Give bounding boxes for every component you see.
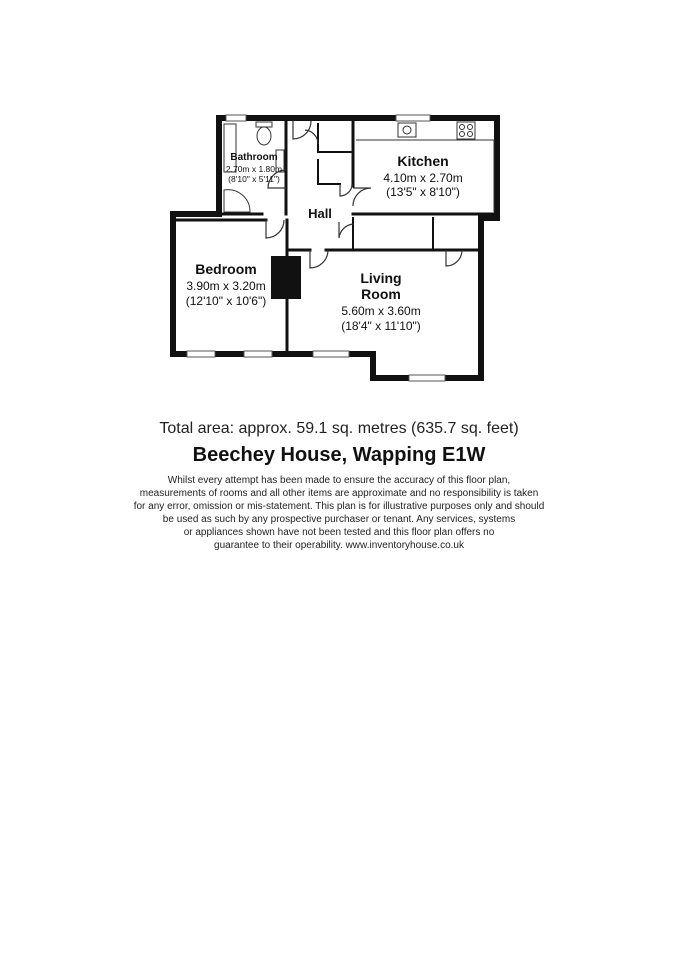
toilet-icon <box>257 127 271 145</box>
window-bedroom-2 <box>244 351 272 357</box>
living-room-name-line1: Living <box>360 270 402 286</box>
living-room-dim-imperial: (18'4" x 11'10") <box>341 319 421 333</box>
bathroom-dim-imperial: (8'10" x 5'11") <box>228 174 280 184</box>
door-kitchen <box>353 188 371 206</box>
window-bedroom-1 <box>187 351 215 357</box>
door-cupboard-3 <box>446 250 462 266</box>
shower-icon <box>224 190 250 212</box>
bedroom-dim-metric: 3.90m x 3.20m <box>186 279 266 293</box>
hob-ring-icon-3 <box>460 132 465 137</box>
bedroom-dim-imperial: (12'10" x 10'6") <box>185 294 267 308</box>
sink-bowl-icon <box>403 126 411 134</box>
disclaimer-line: Whilst every attempt has been made to ensure the accuracy of this floor plan, <box>167 475 511 486</box>
window-living-2 <box>409 375 445 381</box>
disclaimer-line: measurements of rooms and all other items are approximate and no responsibility is taken <box>139 488 539 499</box>
sink-icon <box>398 123 416 137</box>
kitchen-name: Kitchen <box>397 153 449 169</box>
door-living <box>310 250 328 268</box>
disclaimer-line: be used as such by any prospective purchaser or tenant. Any services, systems <box>162 514 516 525</box>
toilet-cistern-icon <box>256 122 272 127</box>
door-bedroom <box>266 220 284 238</box>
hob-ring-icon-2 <box>468 125 473 130</box>
living-room-name-line2: Room <box>361 286 401 302</box>
hall-name: Hall <box>308 206 332 221</box>
disclaimer-line: for any error, omission or mis-statement. This plan is for illustrative purposes only and should <box>133 501 545 512</box>
window-bathroom <box>226 115 246 121</box>
kitchen-dim-imperial: (13'5" x 8'10") <box>386 185 460 199</box>
bedroom-name: Bedroom <box>195 261 257 277</box>
hob-ring-icon-1 <box>460 125 465 130</box>
window-kitchen <box>396 115 430 121</box>
disclaimer-line: or appliances shown have not been tested and this floor plan offers no <box>183 527 495 538</box>
bathroom-name: Bathroom <box>230 152 278 163</box>
hob-ring-icon-4 <box>468 132 473 137</box>
kitchen-dim-metric: 4.10m x 2.70m <box>383 171 463 185</box>
door-cupboard-1 <box>340 184 352 196</box>
door-cupboard-2 <box>339 222 353 238</box>
living-room-dim-metric: 5.60m x 3.60m <box>341 304 421 318</box>
disclaimer <box>116 474 562 552</box>
window-living-1 <box>313 351 349 357</box>
total-area: Total area: approx. 59.1 sq. metres (635.7 sq. feet) <box>159 420 519 437</box>
chimney-breast <box>271 256 301 299</box>
hob-icon <box>457 122 475 139</box>
property-title: Beechey House, Wapping E1W <box>192 444 486 466</box>
disclaimer-line: guarantee to their operability. www.inventoryhouse.co.uk <box>214 540 464 551</box>
bathroom-dim-metric: 2.70m x 1.80m <box>225 164 283 174</box>
floor-plan <box>0 0 678 400</box>
